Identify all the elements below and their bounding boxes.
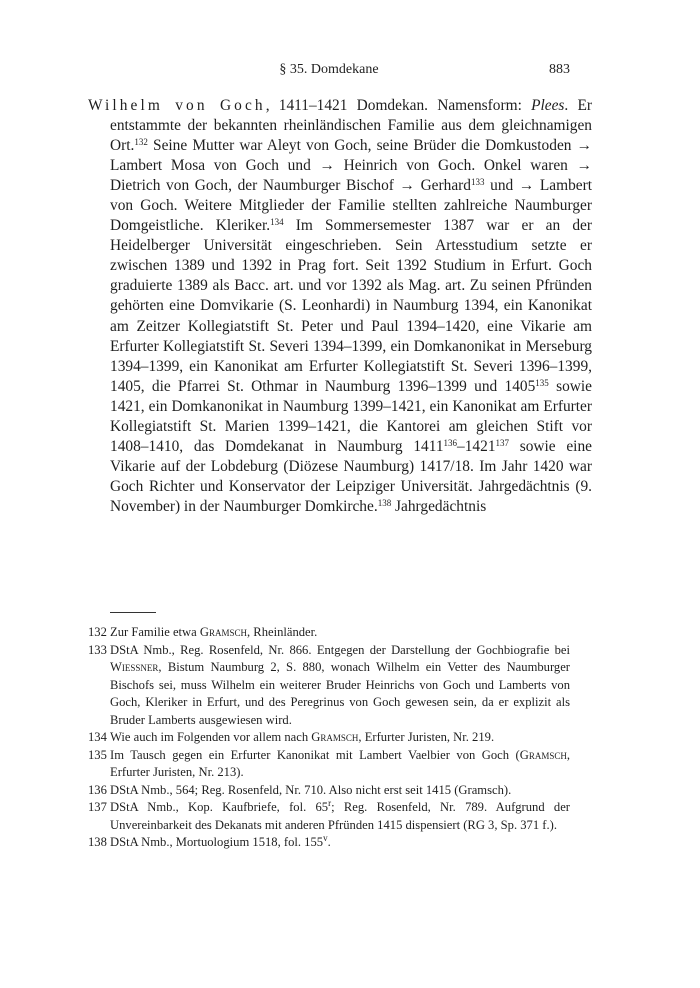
footnote-ref: 134: [270, 217, 284, 228]
folio-side: v: [323, 833, 328, 843]
footnote-number: 133: [88, 642, 107, 657]
footnote-136: [88, 782, 570, 800]
footnote-text-part: , Erfurter Juristen, Nr. 213).: [110, 747, 570, 779]
footnote-number: 137: [88, 800, 107, 814]
footnote-number: 138: [88, 835, 107, 849]
footnote-ref: 135: [535, 377, 549, 388]
footnote-ref: 132: [134, 137, 148, 148]
folio-side: r: [328, 798, 332, 808]
footnote-text-part: ; Reg. Rosenfeld, Nr. 789. Aufgrund der Unvereinbarkeit des Dekanats mit anderen Pfründen 1415 dispensiert (RG 3, Sp. 371 f.).: [110, 800, 570, 832]
footnote-number: 136: [88, 782, 107, 797]
footnote-number: 132: [88, 625, 107, 639]
footnote-text-part: , Bistum Naumburg 2, S. 880, wonach Wilhelm ein Vetter des Naumburger Bischofs sei, muss Wilhelm ein weiterer Bruder Heinrichs von Goch und Lamberts von Goch, Kleriker in Erfurt, und des Peregrinus von Goch gewesen sein, da er explizit als Bruder Lamberts ausgewiesen wird.: [110, 660, 570, 727]
footnote-ref: 133: [470, 177, 485, 188]
entry-text: , 1411–1421 Domdekan. Namensform:: [265, 97, 532, 114]
footnote-text-part: Zur Familie etwa: [110, 625, 200, 639]
footnote-text-part: DStA Nmb., Mortuologium 1518, fol. 155: [110, 835, 324, 849]
entry-text: Im Sommersemester 1387 war er an der Heidelberger Universität eingeschrieben. Sein Artesstudium setzte er zwischen 1389 und 1392 in Prag fort. Seit 1392 Studium in Erfurt. Goch graduierte 1389 als Bacc. art. und vor 1392 als Mag. art. Zu seinen Pfründen gehörten eine Domvikarie (S. Leonhardi) in Naumburg 1394, ein Kanonikat am Zeitzer Kollegiatstift St. Peter und Paul 1394–1420, eine Vikarie am Erfurter Kollegiatstift St. Severi 1394–1399, ein Domkanonikat in Merseburg 1394–1399, ein Kanonikat am Erfurter Kollegiatstift St. Severi 1396–1399, 1405, die Pfarrei St. Othmar in Naumburg 1396–1399 und 1405: [110, 217, 592, 395]
footnote-text: [110, 799, 570, 834]
footnote-number: 134: [88, 730, 107, 744]
footnote-text: [110, 624, 570, 642]
footnote-132: [88, 624, 570, 642]
footnote-ref: 138: [377, 497, 392, 508]
footnote-rule: [110, 612, 156, 613]
footnote-text-part: DStA Nmb., Reg. Rosenfeld, Nr. 866. Entgegen der Darstellung der Gochbiografie bei: [110, 642, 570, 657]
footnote-text-part: DStA Nmb., Kop. Kaufbriefe, fol. 65: [110, 800, 329, 814]
footnote-text-part: Im Tausch gegen ein Erfurter Kanonikat mit Lambert Vaelbier von Goch (: [110, 747, 520, 762]
footnote-text-part: , Erfurter Juristen, Nr. 219.: [358, 730, 495, 744]
author-smallcaps: Gramsch: [311, 730, 359, 744]
entry-text: sowie eine Vikarie auf der Lobdeburg (Diözese Naumburg) 1417/18. Im Jahr 1420 war Goch Richter und Konservator der Leipziger Universität. Jahrgedächtnis (9. November) in der Naumburger Domkirche.: [110, 437, 592, 515]
footnote-text-part: Wie auch im Folgenden vor allem nach: [110, 730, 312, 744]
footnote-text: [110, 747, 570, 782]
footnote-text: [110, 729, 570, 747]
footnote-135: [88, 747, 570, 782]
page-number: 883: [549, 62, 570, 77]
author-smallcaps: Wiessner: [110, 660, 159, 674]
footnote-text-part: , Rheinländer.: [247, 625, 318, 639]
footnote-134: [88, 729, 570, 747]
name-form: Plees: [531, 97, 565, 114]
biography-entry: [88, 96, 592, 517]
footnote-number: 135: [88, 747, 107, 762]
entry-text: sowie 1421, ein Domkanonikat in Naumburg 1399–1421, ein Kanonikat am Erfurter Kollegiatstift St. Marien 1399–1421, die Kantorei am gleichen Stift vor 1408–1410, das Domdekanat in Naumburg 1411: [110, 377, 592, 455]
entry-text: –1421: [457, 437, 496, 455]
entry-text: . Er entstammte der bekannten rheinländischen Familie aus dem gleichnamigen Ort.: [110, 97, 592, 155]
footnote-text: [110, 834, 570, 852]
footnote-138: [88, 834, 570, 852]
entry-text: Seine Mutter war Aleyt von Goch, seine Brüder die Domkustoden → Lambert Mosa von Goch und → Heinrich von Goch. Onkel waren → Dietrich von Goch, der Naumburger Bischof → Gerhard: [110, 137, 592, 195]
footnote-ref: 136: [443, 437, 458, 448]
footnote-text: [110, 642, 570, 730]
footnotes: [88, 624, 570, 852]
footnote-ref: 137: [495, 437, 510, 448]
footnote-text: DStA Nmb., 564; Reg. Rosenfeld, Nr. 710. Also nicht erst seit 1415 (Gramsch).: [110, 782, 512, 797]
entry-text: und → Lambert von Goch. Weitere Mitglieder der Familie stellten zahlreiche Naumburger Domgeistliche. Kleriker.: [110, 177, 592, 235]
person-name: Wilhelm von Goch: [88, 97, 266, 114]
footnote-text-part: .: [327, 835, 331, 849]
author-smallcaps: Gramsch: [199, 625, 247, 639]
footnote-133: [88, 642, 570, 730]
footnote-137: [88, 799, 570, 834]
entry-text: Jahrgedächtnis: [391, 497, 487, 515]
running-header: [88, 62, 570, 84]
author-smallcaps: Gramsch: [519, 747, 567, 762]
section-title: § 35. Domdekane: [279, 62, 379, 77]
